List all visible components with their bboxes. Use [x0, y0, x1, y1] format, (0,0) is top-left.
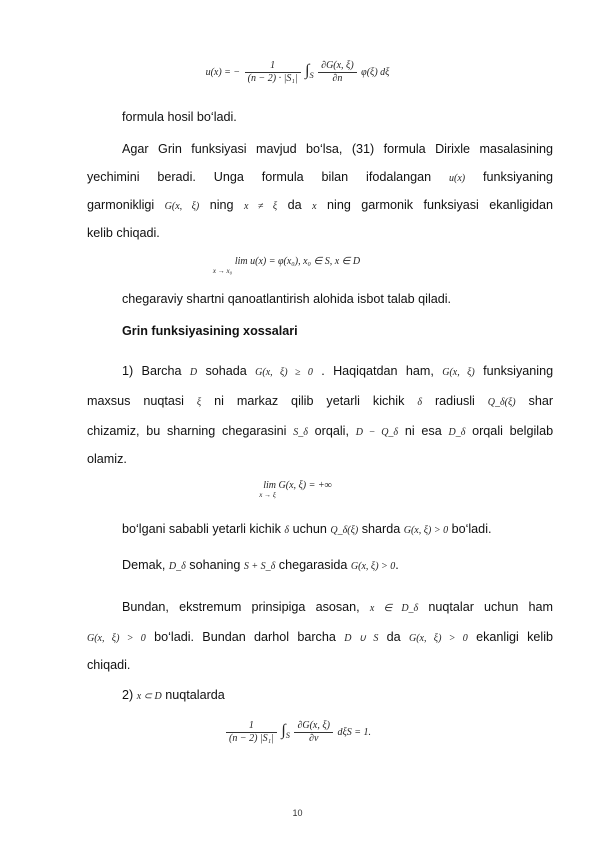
- paragraph-line: maxsus nuqtasi ξ ni markaz qilib yetarli kichik δ radiusli Q_δ(ξ) shar: [87, 394, 554, 408]
- math-inline: D − Q_δ: [355, 427, 399, 438]
- math-inline: u(x): [449, 173, 466, 184]
- paragraph-text: kelib chiqadi.: [87, 226, 160, 240]
- integral-sign: ∫: [305, 61, 310, 79]
- page-number: 10: [292, 808, 303, 818]
- paragraph-text: chiqadi.: [87, 658, 131, 672]
- paragraph-line: garmonikligi G(x, ξ) ning x ≠ ξ da x ning garmonik funksiyasi ekanligidan: [87, 198, 554, 212]
- formula-lhs: u(x) = −: [205, 66, 241, 78]
- formula-fraction: $\frac{1}{\text{(n − 2) |S₁|}}$: [226, 720, 277, 745]
- formula-solution: u(x) = − $\frac{1}{\text{(n − 2) · |S₁|}}$ $\int_S$ $\frac{\partial G(x, \xi)}{\partial n}$ φ(ξ) dξ: [205, 60, 390, 84]
- math-inline: Q_δ(ξ): [487, 397, 516, 408]
- paragraph-line: Bundan, ekstremum prinsipiga asosan, x ∈ D_δ nuqtalar uchun ham: [122, 600, 554, 614]
- paragraph-line: chizamiz, bu sharning chegarasini S_δ orqali, D − Q_δ ni esa D_δ orqali belgilab: [87, 424, 554, 438]
- paragraph-line: bo‘lgani sababli yetarli kichik δ uchun Q_δ(ξ) sharda G(x, ξ) > 0 bo‘ladi.: [122, 522, 492, 536]
- math-inline: δ: [284, 525, 290, 536]
- math-inline: ξ: [196, 397, 202, 408]
- math-inline: D_δ: [168, 561, 186, 572]
- formula-derivative: $\frac{\partial G(x, \xi)}{\partial\nu}$: [294, 720, 333, 745]
- math-inline: x ≠ ξ: [244, 201, 278, 212]
- math-inline: x ⊂ D: [136, 691, 162, 702]
- math-inline: Q_δ(ξ): [330, 525, 359, 536]
- formula-boundary-condition: lim u(x) = φ(x₀), x₀ ∈ S, x ∈ D x → x₀: [212, 256, 361, 275]
- paragraph-line: G(x, ξ) > 0 bo‘ladi. Bundan darhol barcha D ∪ S da G(x, ξ) > 0 ekanligi kelib: [87, 630, 554, 644]
- math-inline: D ∪ S: [344, 633, 379, 644]
- paragraph-line: 1) Barcha D sohada G(x, ξ) ≥ 0 . Haqiqatdan ham, G(x, ξ) funksiyaning: [122, 364, 554, 378]
- math-inline: D_δ: [448, 427, 466, 438]
- formula-fraction: $\frac{1}{\text{(n − 2) · |S₁|}}$: [245, 60, 301, 85]
- paragraph-text: formula hosil bo‘ladi.: [122, 110, 237, 124]
- paragraph-text: olamiz.: [87, 452, 127, 466]
- math-inline: G(x, ξ): [164, 201, 200, 212]
- integral-sign: ∫: [281, 721, 286, 739]
- math-inline: G(x, ξ): [442, 367, 475, 378]
- math-inline: G(x, ξ) > 0: [87, 633, 146, 644]
- formula-derivative: $\frac{\partial G(x, \xi)}{\partial n}$: [318, 60, 357, 85]
- paragraph-line: yechimini beradi. Unga formula bilan ifodalangan u(x) funksiyaning: [87, 170, 554, 184]
- math-inline: G(x, ξ) > 0: [409, 633, 468, 644]
- paragraph-text: Agar Grin funksiyasi mavjud bo‘lsa, (31) formula Dirixle masalasining: [122, 142, 553, 156]
- paragraph-text: chegaraviy shartni qanoatlantirish alohida isbot talab qiladi.: [122, 292, 452, 306]
- math-inline: G(x, ξ) > 0: [403, 525, 449, 536]
- formula-limit: lim G(x, ξ) = +∞ x → ξ: [259, 480, 332, 499]
- math-inline: G(x, ξ) ≥ 0: [255, 367, 313, 378]
- math-inline: D: [189, 367, 198, 378]
- math-inline: S_δ: [293, 427, 308, 438]
- math-inline: x ∈ D_δ: [369, 603, 419, 614]
- paragraph-line: 2) x ⊂ D nuqtalarda: [122, 688, 225, 702]
- paragraph-line: Demak, D_δ sohaning S + S_δ chegarasida G(x, ξ) > 0.: [122, 558, 399, 572]
- section-heading: Grin funksiyasining xossalari: [122, 324, 298, 338]
- math-inline: δ: [417, 397, 423, 408]
- math-inline: G(x, ξ) > 0: [350, 561, 396, 572]
- formula-normalization: $\frac{1}{\text{(n − 2) |S₁|}}$ $\int_S$ $\frac{\partial G(x, \xi)}{\partial\nu}$ dξS = 1.: [0, 720, 595, 745]
- math-inline: x: [312, 201, 317, 212]
- math-inline: S + S_δ: [243, 561, 276, 572]
